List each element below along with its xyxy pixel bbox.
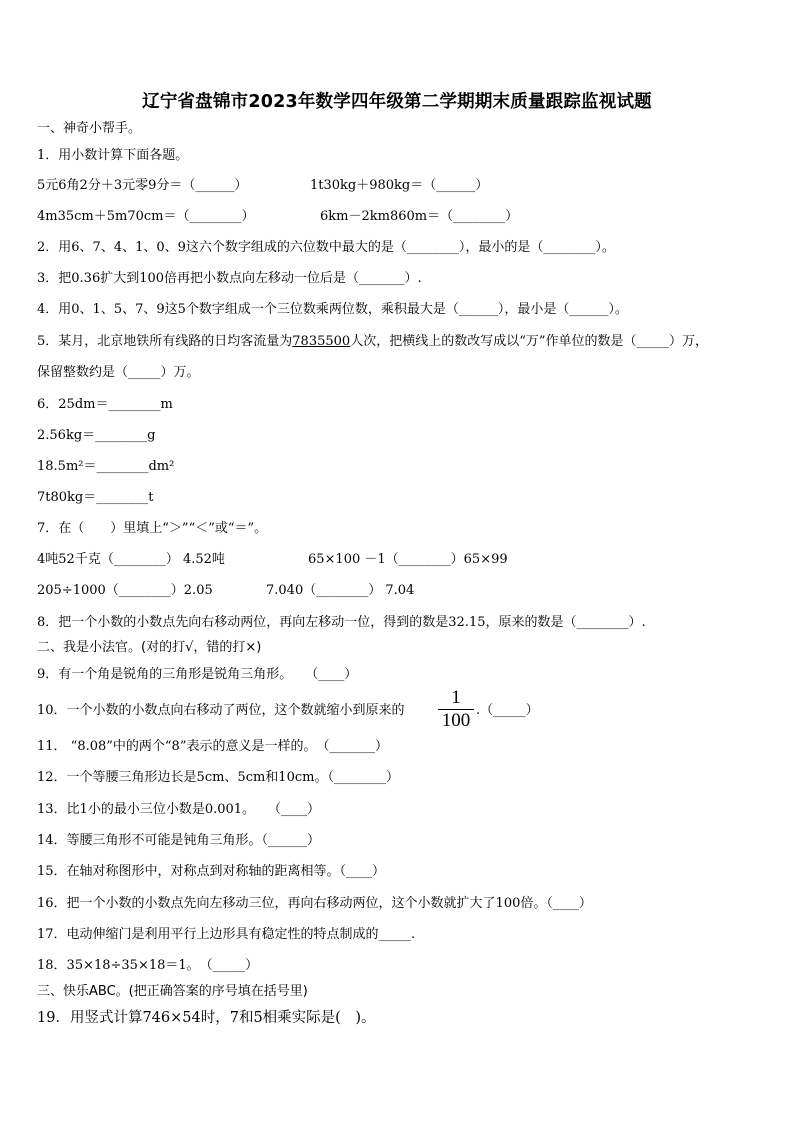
- question-1-item-a: 5元6角2分＋3元零9分＝（______）: [37, 178, 248, 193]
- question-7-item-b: 65×100 －1（________）65×99: [308, 552, 508, 567]
- question-5-text-a: 5．某月，北京地铁所有线路的日均客流量为: [37, 334, 293, 349]
- question-7-item-d: 7.040（________） 7.04: [266, 583, 415, 598]
- fraction-numerator: 1: [451, 687, 461, 708]
- question-1: 1．用小数计算下面各题。: [37, 148, 189, 163]
- question-6-item-c: 18.5m²＝________dm²: [37, 459, 175, 474]
- question-7-item-a: 4吨52千克（________） 4.52吨: [37, 552, 225, 567]
- question-7: 7．在（ ）里填上“＞”“＜”或“＝”。: [37, 521, 268, 536]
- question-5-text-b: 人次，把横线上的数改写成以“万”作单位的数是（_____）万，: [350, 334, 708, 349]
- question-15: 15．在轴对称图形中，对称点到对称轴的距离相等。（____）: [37, 864, 386, 879]
- question-16: 16．把一个小数的小数点先向左移动三位，再向右移动两位，这个小数就扩大了100倍。（____）: [37, 896, 592, 911]
- question-11: 11． “8.08”中的两个“8”表示的意义是一样的。 （_______）: [37, 739, 388, 754]
- question-19: 19．用竖式计算746×54时，7和5相乘实际是( )。: [37, 1010, 376, 1026]
- fraction-denominator: 100: [441, 710, 471, 731]
- section-1-heading: 一、神奇小帮手。: [37, 121, 142, 136]
- question-17: 17．电动伸缩门是利用平行上边形具有稳定性的特点制成的_____.: [37, 927, 416, 942]
- section-3-heading: 三、快乐ABC。(把正确答案的序号填在括号里): [37, 984, 308, 999]
- question-6-item-a: 6．25dm＝________m: [37, 397, 173, 412]
- underlined-number: 7835500: [292, 334, 351, 349]
- question-6-item-b: 2.56kg＝________g: [37, 428, 156, 443]
- question-13: 13．比1小的最小三位小数是0.001。 （____）: [37, 802, 321, 817]
- question-4: 4．用0、1、5、7、9这5个数字组成一个三位数乘两位数，乘积最大是（______），最小是（______）。: [37, 302, 628, 317]
- question-12: 12．一个等腰三角形边长是5cm、5cm和10cm。（________）: [37, 770, 399, 785]
- question-5-line: [37, 333, 708, 351]
- question-14: 14．等腰三角形不可能是钝角三角形。（______）: [37, 833, 321, 848]
- question-10-text: 10．一个小数的小数点向右移动了两位，这个数就缩小到原来的: [37, 703, 405, 718]
- question-3: 3．把0.36扩大到100倍再把小数点向左移动一位后是（_______）.: [37, 271, 422, 286]
- question-6-item-d: 7t80kg＝________t: [37, 490, 154, 505]
- question-7-item-c: 205÷1000（________）2.05: [37, 583, 213, 598]
- section-2-heading: 二、我是小法官。(对的打√，错的打×): [37, 640, 262, 655]
- question-10-blank: .（_____）: [476, 703, 539, 718]
- fraction-one-hundredth: [438, 688, 474, 731]
- question-1-item-b: 1t30kg＋980kg＝（______）: [310, 178, 489, 193]
- question-9: 9．有一个角是锐角的三角形是锐角三角形。 （____）: [37, 667, 358, 682]
- question-18: 18．35×18÷35×18＝1。 （_____）: [37, 958, 259, 973]
- page-title: 辽宁省盘锦市2023年数学四年级第二学期期末质量跟踪监视试题: [142, 92, 652, 112]
- question-8: 8．把一个小数的小数点先向右移动两位，再向左移动一位，得到的数是32.15，原来的数是（________）.: [37, 615, 646, 630]
- question-5-continued: 保留整数约是（_____）万。: [37, 365, 200, 380]
- question-1-item-d: 6km－2km860m＝（________）: [320, 209, 519, 224]
- question-1-item-c: 4m35cm＋5m70cm＝（________）: [37, 209, 255, 224]
- question-2: 2．用6、7、4、1、0、9这六个数字组成的六位数中最大的是（________），最小的是（________）。: [37, 240, 615, 255]
